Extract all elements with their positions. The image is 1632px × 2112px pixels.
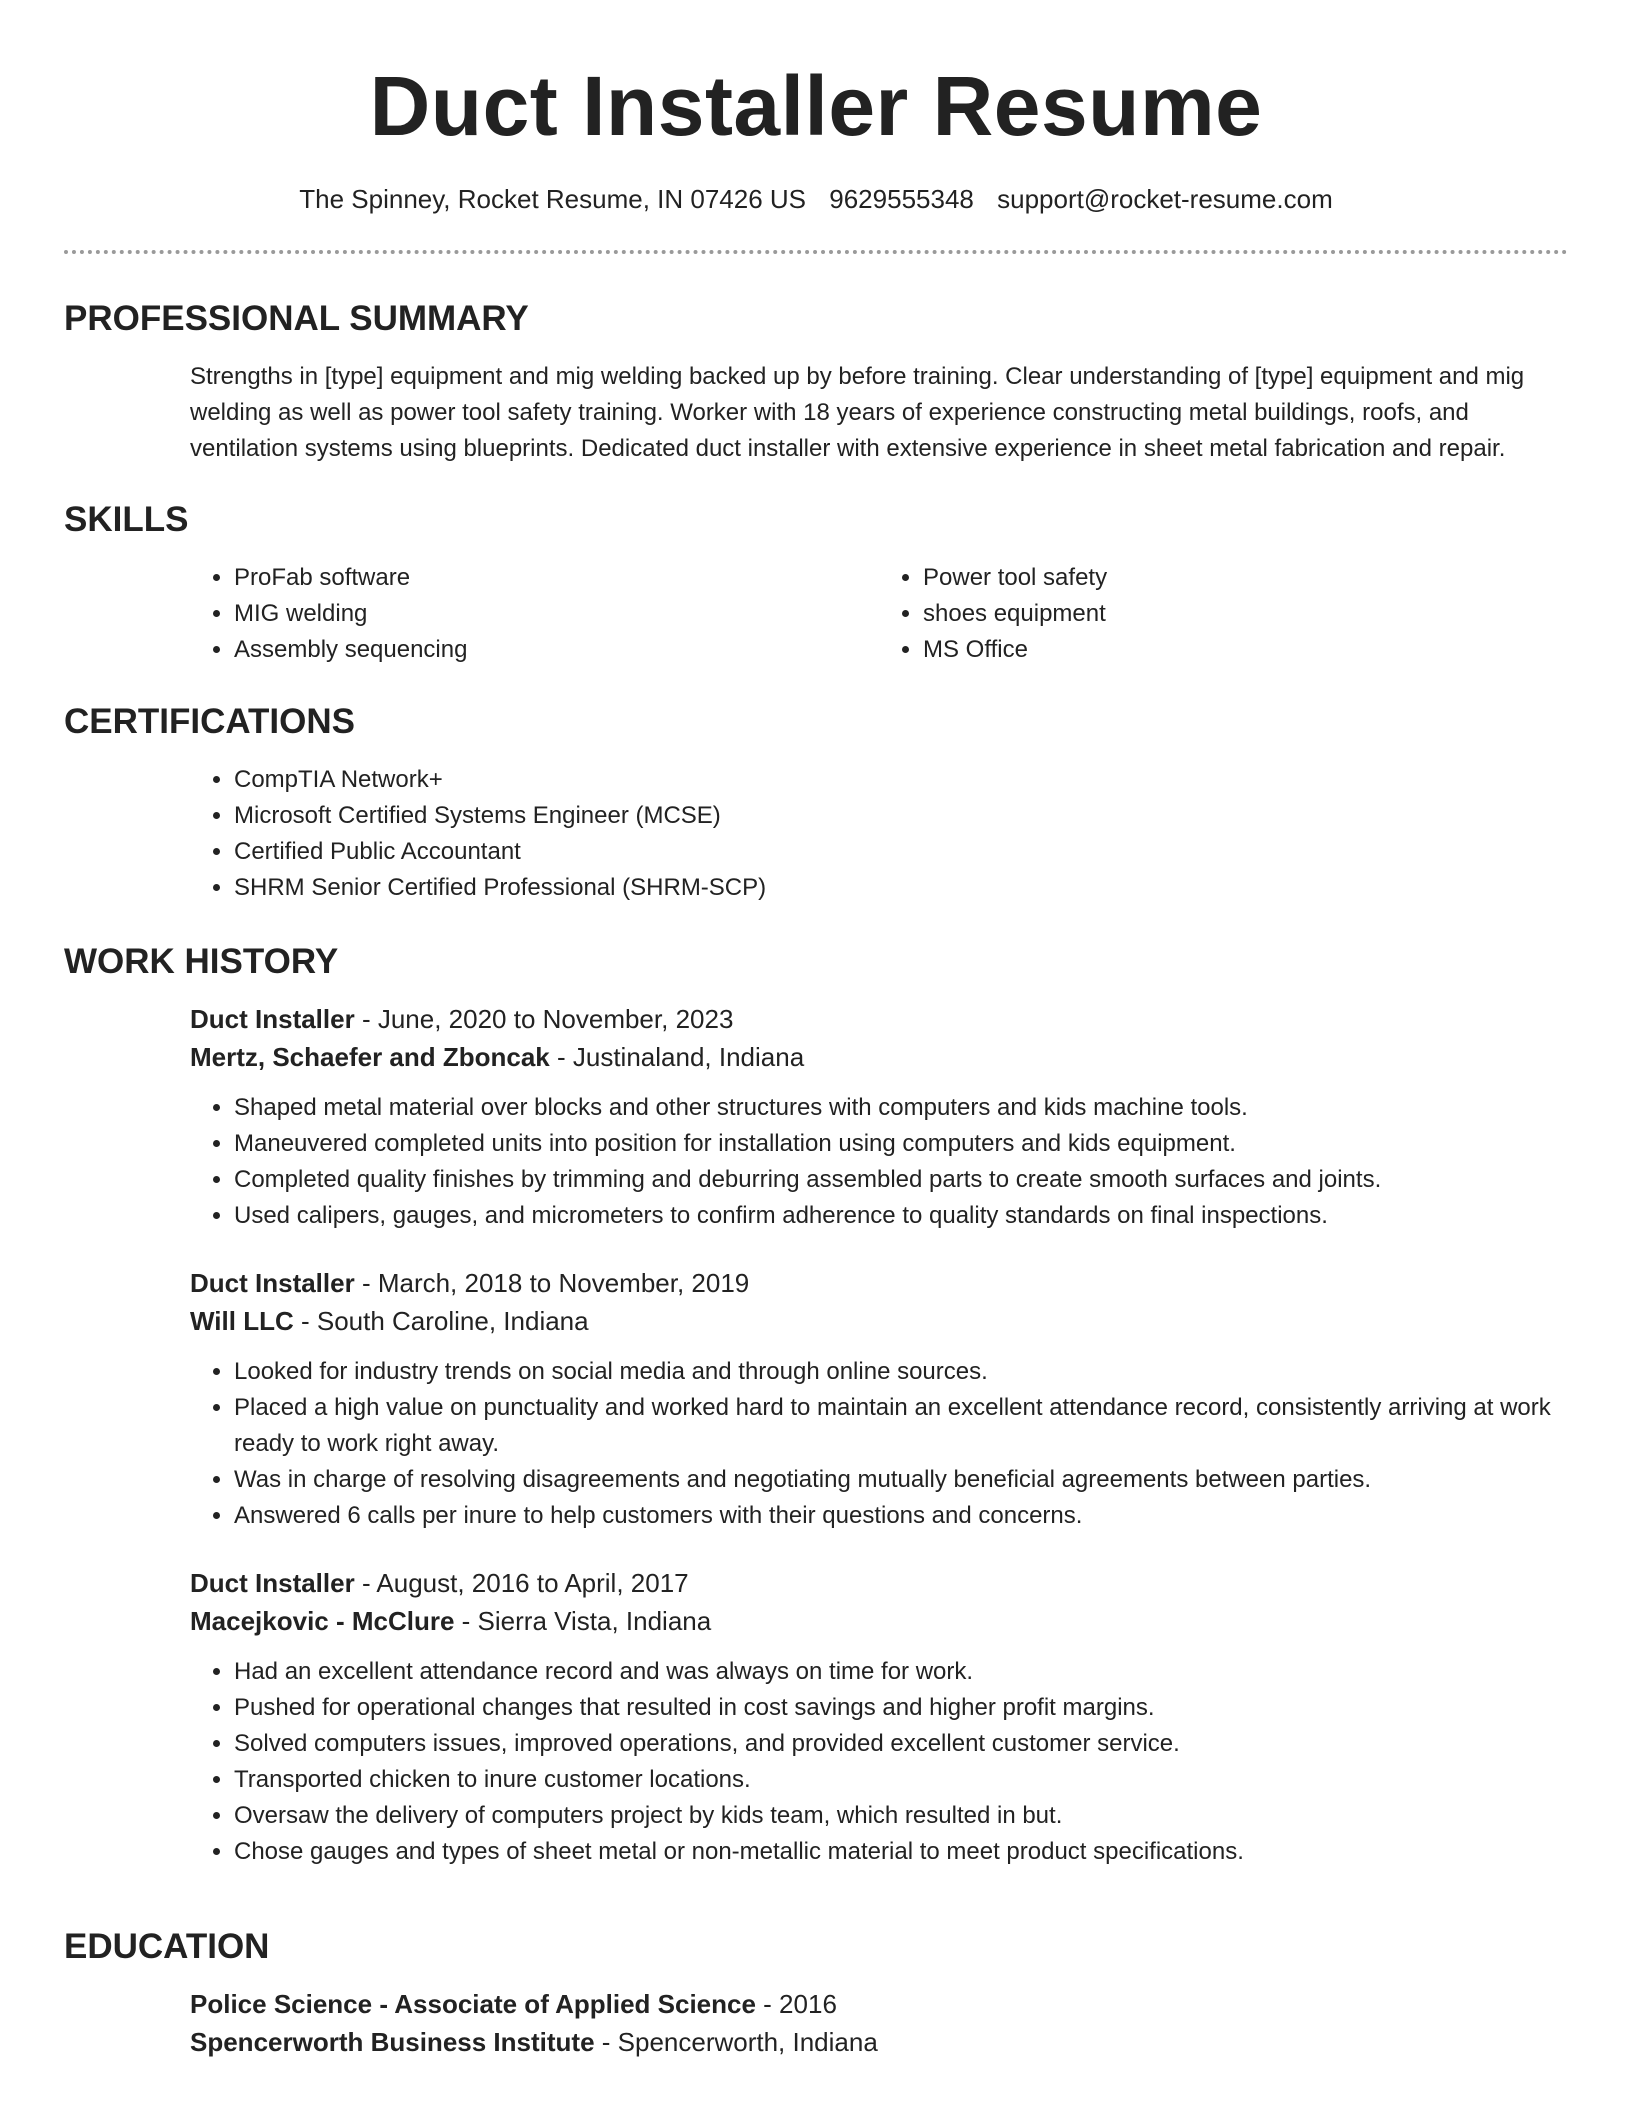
skill-item: • shoes equipment [923, 596, 1568, 632]
skills-section [64, 498, 1568, 668]
education-degree: Police Science - Associate of Applied Science [190, 1989, 756, 2019]
resume-title: Duct Installer Resume [369, 59, 1263, 153]
job-bullet: • Transported chicken to inure customer locations. [234, 1762, 1568, 1798]
job-company-line [190, 1038, 1568, 1076]
job-title: Duct Installer [190, 1004, 355, 1034]
job-bullet: • Had an excellent attendance record and was always on time for work. [234, 1654, 1568, 1690]
education-heading: EDUCATION [64, 1927, 270, 1966]
job-company: Mertz, Schaefer and Zboncak [190, 1042, 550, 1072]
contact-address: The Spinney, Rocket Resume, IN 07426 US [299, 184, 807, 214]
certification-item: • CompTIA Network+ [234, 762, 1568, 798]
job-dates: - June, 2020 to November, 2023 [354, 1004, 734, 1034]
summary-section [64, 297, 1568, 467]
skill-item: • MS Office [923, 632, 1568, 668]
skill-item: • MIG welding [234, 596, 879, 632]
summary-text: Strengths in [type] equipment and mig welding backed up by before training. Clear understanding of [type] equipment and mig welding as well as power tool safety training. Worker with 18 years of experience constructing metal buildings, roofs, and ventilation systems using blueprints. Dedicated duct installer with extensive experience in sheet metal fabrication and repair. [190, 363, 1525, 462]
job-title-line [190, 1264, 1568, 1302]
job-bullet: • Completed quality finishes by trimming and deburring assembled parts to create smooth surfaces and joints. [234, 1162, 1568, 1198]
job-title: Duct Installer [190, 1568, 355, 1598]
job-bullets [190, 1654, 1568, 1870]
certifications-list [190, 762, 1568, 906]
job-title-line [190, 1000, 1568, 1038]
job-dates: - August, 2016 to April, 2017 [354, 1568, 689, 1598]
job-company-line [190, 1602, 1568, 1640]
certification-item: • Certified Public Accountant [234, 834, 1568, 870]
job-entry [190, 1000, 1568, 1234]
skills-list-right [879, 560, 1568, 668]
job-dates: - March, 2018 to November, 2019 [354, 1268, 750, 1298]
job-location: - Sierra Vista, Indiana [454, 1606, 712, 1636]
job-bullet: • Solved computers issues, improved operations, and provided excellent customer service. [234, 1726, 1568, 1762]
job-entry [190, 1264, 1568, 1534]
job-bullet: • Used calipers, gauges, and micrometers to confirm adherence to quality standards on final inspections. [234, 1198, 1568, 1234]
skills-list-left [190, 560, 879, 668]
job-bullet: • Chose gauges and types of sheet metal or non-metallic material to meet product specifications. [234, 1834, 1568, 1870]
job-bullet: • Shaped metal material over blocks and other structures with computers and kids machine tools. [234, 1090, 1568, 1126]
job-company: Macejkovic - McClure [190, 1606, 455, 1636]
education-section [64, 1925, 1568, 2061]
job-bullet: • Looked for industry trends on social media and through online sources. [234, 1354, 1568, 1390]
summary-heading: PROFESSIONAL SUMMARY [64, 299, 529, 338]
contact-email: support@rocket-resume.com [997, 184, 1333, 214]
contact-phone: 9629555348 [829, 184, 974, 214]
education-entry [190, 1985, 1568, 2061]
skills-heading: SKILLS [64, 500, 189, 539]
job-bullet: • Placed a high value on punctuality and worked hard to maintain an excellent attendance record, consistently arriving at work ready to work right away. [234, 1390, 1568, 1462]
job-company-line [190, 1302, 1568, 1340]
job-title-line [190, 1564, 1568, 1602]
job-bullets [190, 1090, 1568, 1234]
job-bullet: • Was in charge of resolving disagreements and negotiating mutually beneficial agreements between parties. [234, 1462, 1568, 1498]
certifications-heading: CERTIFICATIONS [64, 702, 356, 741]
education-school-line [190, 2023, 1568, 2061]
certification-item: • Microsoft Certified Systems Engineer (MCSE) [234, 798, 1568, 834]
certifications-list-wrap [190, 762, 1568, 906]
certification-item: • SHRM Senior Certified Professional (SHRM-SCP) [234, 870, 1568, 906]
education-year: - 2016 [755, 1989, 837, 2019]
job-bullet: • Answered 6 calls per inure to help customers with their questions and concerns. [234, 1498, 1568, 1534]
skill-item: • Power tool safety [923, 560, 1568, 596]
job-company: Will LLC [190, 1306, 294, 1336]
contact-line [0, 182, 1632, 216]
education-degree-line [190, 1985, 1568, 2023]
skills-columns [190, 560, 1568, 668]
job-entry [190, 1564, 1568, 1870]
skill-item: • ProFab software [234, 560, 879, 596]
job-location: - South Caroline, Indiana [293, 1306, 589, 1336]
job-bullets [190, 1354, 1568, 1534]
job-bullet: • Pushed for operational changes that resulted in cost savings and higher profit margins. [234, 1690, 1568, 1726]
job-bullet: • Oversaw the delivery of computers project by kids team, which resulted in but. [234, 1798, 1568, 1834]
job-title: Duct Installer [190, 1268, 355, 1298]
certifications-section [64, 700, 1568, 906]
education-location: - Spencerworth, Indiana [594, 2027, 878, 2057]
job-location: - Justinaland, Indiana [549, 1042, 805, 1072]
work-history-section [64, 940, 1568, 1870]
education-school: Spencerworth Business Institute [190, 2027, 595, 2057]
header-divider [64, 250, 1568, 254]
skill-item: • Assembly sequencing [234, 632, 879, 668]
job-bullet: • Maneuvered completed units into position for installation using computers and kids equipment. [234, 1126, 1568, 1162]
work-history-heading: WORK HISTORY [64, 942, 339, 981]
